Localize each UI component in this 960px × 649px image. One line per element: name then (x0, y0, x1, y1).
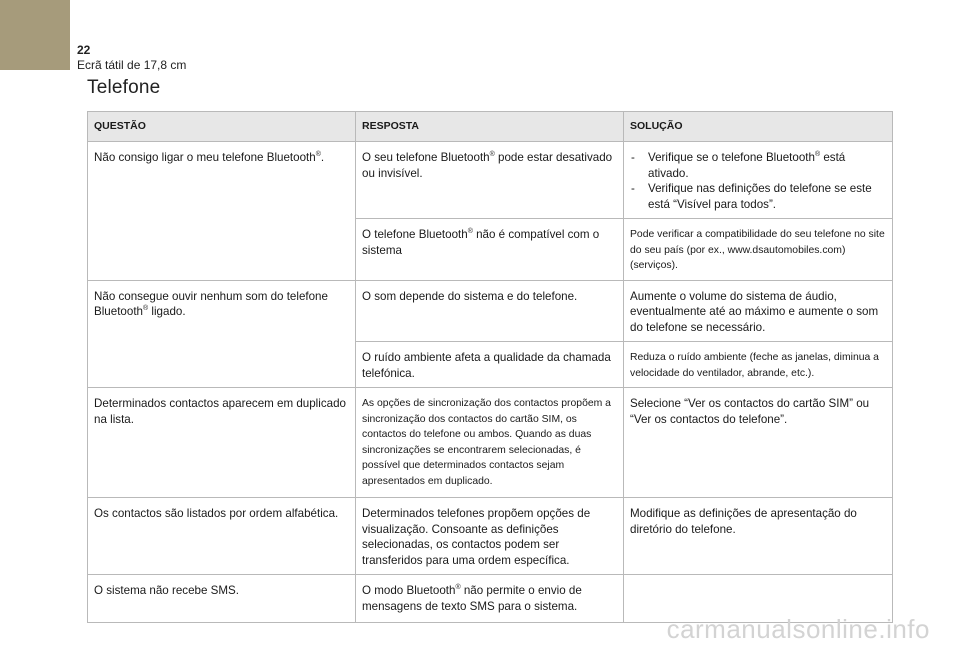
answer-cell: O telefone Bluetooth® não é compatível com o sistema (356, 219, 624, 281)
answer-cell: As opções de sincronização dos contactos propõem a sincronização dos contactos do cartão SIM, os contactos do telefone ou ambos. Quando as duas sincronizações se encontrarem selecionadas, é possível que determinados contactos sejam apresentados em duplicado. (356, 388, 624, 498)
table-row (88, 142, 893, 219)
list-item: - Verifique nas definições do telefone se este está “Visível para todos”. (630, 181, 886, 212)
table-row (88, 280, 893, 342)
solution-cell (624, 142, 893, 219)
watermark: carmanualsonline.info (666, 614, 930, 644)
question-cell: Não consigo ligar o meu telefone Bluetooth®. (88, 142, 356, 281)
question-cell: O sistema não recebe SMS. (88, 575, 356, 623)
solution-cell: Pode verificar a compatibilidade do seu telefone no site do seu país (por ex., www.dsautomobiles.com) (serviços). (624, 219, 893, 281)
answer-cell: O ruído ambiente afeta a qualidade da chamada telefónica. (356, 342, 624, 388)
answer-cell: O seu telefone Bluetooth® pode estar desativado ou invisível. (356, 142, 624, 219)
column-header-question: QUESTÃO (88, 112, 356, 142)
question-cell: Os contactos são listados por ordem alfabética. (88, 498, 356, 575)
page-number: 22 (77, 43, 91, 57)
solution-list (630, 150, 886, 212)
question-cell: Não consegue ouvir nenhum som do telefone Bluetooth® ligado. (88, 280, 356, 388)
column-header-answer: RESPOSTA (356, 112, 624, 142)
list-item: - Verifique se o telefone Bluetooth® está ativado. (630, 150, 886, 181)
table-row (88, 498, 893, 575)
solution-cell: Selecione “Ver os contactos do cartão SIM” ou “Ver os contactos do telefone”. (624, 388, 893, 498)
table-header-row (88, 112, 893, 142)
column-header-solution: SOLUÇÃO (624, 112, 893, 142)
page-tab-marker (0, 0, 70, 70)
solution-cell: Modifique as definições de apresentação do diretório do telefone. (624, 498, 893, 575)
answer-cell: Determinados telefones propõem opções de visualização. Consoante as definições selecionadas, os contactos podem ser transferidos para uma ordem específica. (356, 498, 624, 575)
answer-cell: O modo Bluetooth® não permite o envio de mensagens de texto SMS para o sistema. (356, 575, 624, 623)
troubleshooting-table (87, 111, 893, 623)
solution-cell: Reduza o ruído ambiente (feche as janelas, diminua a velocidade do ventilador, abrande, etc.). (624, 342, 893, 388)
question-cell: Determinados contactos aparecem em duplicado na lista. (88, 388, 356, 498)
answer-cell: O som depende do sistema e do telefone. (356, 280, 624, 342)
solution-cell: Aumente o volume do sistema de áudio, eventualmente até ao máximo e aumente o som do telefone se necessário. (624, 280, 893, 342)
page-title: Telefone (87, 77, 161, 98)
table-row (88, 388, 893, 498)
section-label: Ecrã tátil de 17,8 cm (77, 58, 187, 72)
